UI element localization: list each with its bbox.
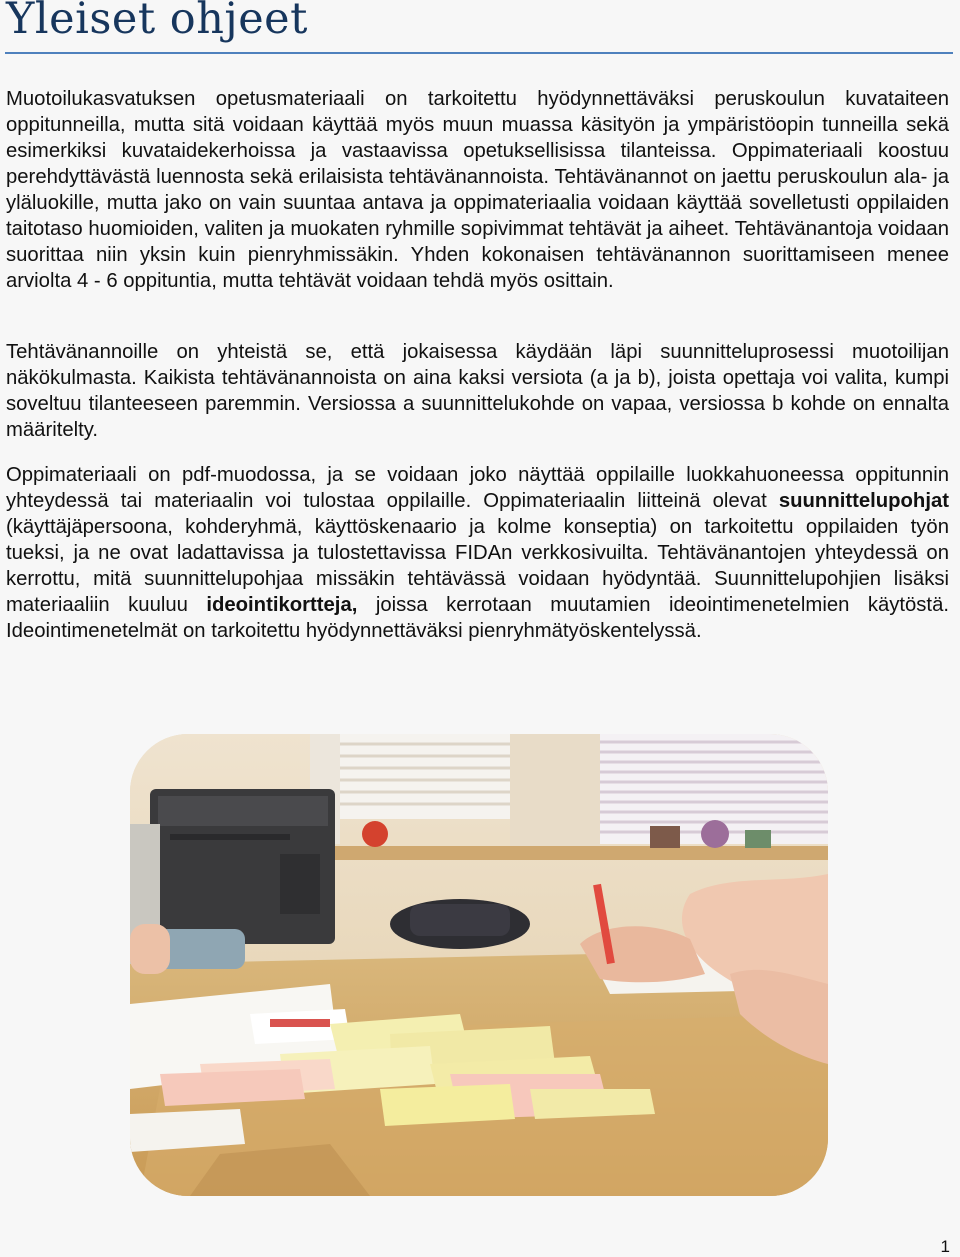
classroom-photo [130,734,828,1196]
text-span: (käyttäjäpersoona, kohderyhmä, käyttöskenaario ja kolme konseptia) on tarkoitettu oppilaiden työn tueksi, ja ne ovat ladattavissa ja tulostettavissa FIDAn verkkosivuilta. Tehtävänantojen yhteydessä on kerrottu, mitä suunnittelupohjaa missäkin tehtävässä voidaan hyödyntää. Suunnittelupohjien lisäksi materiaaliin kuuluu [6,516,949,616]
page-number: 1 [940,1237,950,1256]
text-span: Oppimateriaali on pdf-muodossa, ja se voidaan joko näyttää oppilaille luokkahuoneessa oppitunnin yhteydessä tai materiaalin voi tulostaa oppilaille. Oppimateriaalin liitteinä olevat [6,464,949,512]
text-span: joissa kerrotaan muutamien ideointimenetelmien käytöstä. Ideointimenetelmät on tarkoitettu hyödynnettäväksi pienryhmätyöskentelyssä. [6,594,949,642]
paragraph-intro: Muotoilukasvatuksen opetusmateriaali on tarkoitettu hyödynnettäväksi peruskoulun kuvataiteen oppitunneilla, mutta sitä voidaan käyttää myös muun muassa käsityön ja ympäristöopin tunneilla sekä esimerkiksi kuvataidekerhoissa ja vastaavissa opetuksellisissa tilanteissa. Oppimateriaali koostuu perehdyttävästä luennosta sekä erilaisista tehtävänannoista. Tehtävänannot on jaettu peruskoulun ala- ja yläluokille, mutta jako on vain suuntaa antava ja oppimateriaalia voidaan käyttää sovelletusti oppilaiden taitotaso huomioiden, valiten ja muokaten ryhmille sopivimmat tehtävät ja aiheet. Tehtävänantoja voidaan suorittaa niin yksin kuin pienryhmissäkin. Yhden kokonaisen tehtävänannon suorittamiseen menee arviolta 4 - 6 oppituntia, mutta tehtävät voidaan tehdä myös osittain. [6,88,949,292]
bold-term-suunnittelupohjat: suunnittelupohjat [778,490,949,512]
paragraph-process: Tehtävänannoille on yhteistä se, että jokaisessa käydään läpi suunnitteluprosessi muotoilijan näkökulmasta. Kaikista tehtävänannoista on aina kaksi versiota (a ja b), joista opettaja voi valita, kumpi soveltuu tilanteeseen paremmin. Versiossa a suunnittelukohde on vapaa, versiossa b kohde on ennalta määritelty. [6,341,949,441]
title-divider [5,52,953,54]
page-title: Yleiset ohjeet [6,0,308,44]
paragraph-materials [6,462,949,644]
bold-term-ideointikortteja: ideointikortteja, [206,594,358,616]
